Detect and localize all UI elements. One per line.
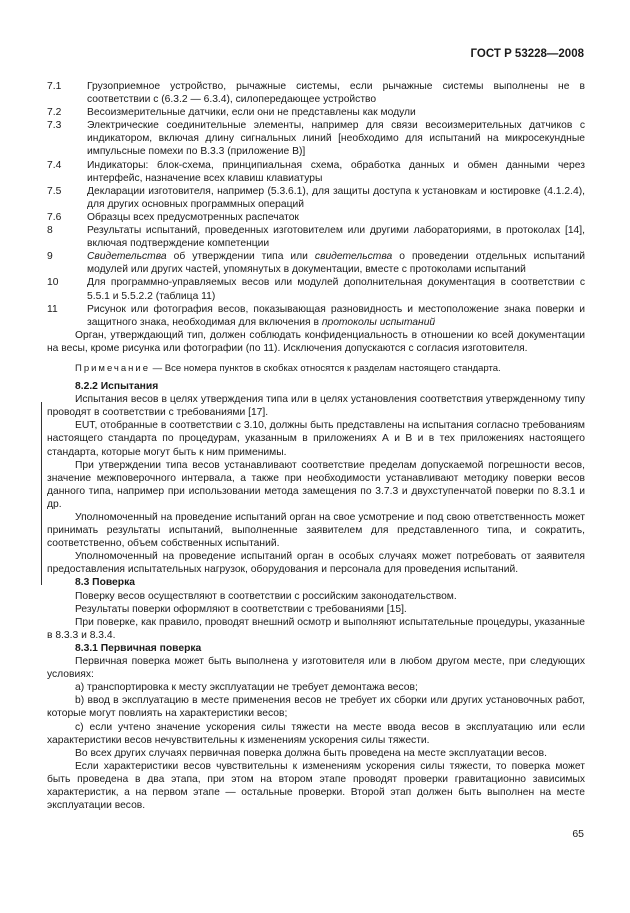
paragraph: а) транспортировка к месту эксплуатации не требует демонтажа весов; — [75, 682, 418, 694]
item-text: Образцы всех предусмотренных распечаток — [87, 211, 299, 223]
list-item — [47, 185, 585, 211]
paragraph: b) ввод в эксплуатацию в месте применения весов не требует их сборки или других установочных работ, которые могут повлиять на характеристики весов; — [47, 695, 585, 720]
list-item — [47, 119, 585, 158]
section-heading: 8.3.1 Первичная поверка — [75, 642, 202, 654]
text-run: о проведении отдельных испытаний модулей или других частей, упомянутых в документации, вместе с протоколами испытаний — [87, 251, 585, 276]
italic-term: протоколы испытаний — [321, 316, 436, 328]
list-item — [47, 250, 585, 276]
item-number: 9 — [47, 251, 53, 263]
paragraph: Орган, утверждающий тип, должен соблюдать конфиденциальность в отношении ко всей документации на весы, кроме рисунка или фотографии (по 11). Исключения допускаются с согласия изготовителя. — [47, 329, 585, 354]
item-text: Весоизмерительные датчики, если они не представлены как модули — [87, 107, 416, 119]
item-number: 10 — [47, 277, 59, 289]
item-number: 7.2 — [47, 107, 62, 119]
italic-term: свидетельства — [314, 251, 393, 263]
list-item — [47, 303, 585, 329]
item-number: 8 — [47, 225, 53, 237]
item-text — [87, 303, 585, 329]
paragraph: При утверждении типа весов устанавливают соответствие пределам допускаемой погрешности весов, значение межповерочного интервала, а также при необходимости устанавливают методику поверки весов данного типа, например при использовании метода замещения по 3.7.3 и двухступенчатой поверки по 8.3.1 и др. — [47, 459, 585, 510]
paragraph: Результаты поверки оформляют в соответствии с требованиями [15]. — [75, 603, 407, 615]
item-text: Электрические соединительные элементы, например для связи весоизмерительных датчиков с индикатором, включая длину сигнальных линий [необходимо для испытаний на микросекундные импульсные помехи по В.3.3 (приложение В)] — [87, 120, 585, 158]
item-text: Грузоприемное устройство, рычажные системы, если рычажные системы выполнены не в соответствии с (6.3.2 — 6.3.4), силопередающее устройство — [87, 81, 585, 106]
note-text: — Все номера пунктов в скобках относятся к разделам настоящего стандарта. — [150, 362, 501, 374]
item-text: Результаты испытаний, проведенных изготовителем или другими лабораториями, в протоколах [14], включая подтверждение компетенции — [87, 225, 585, 250]
paragraph: EUT, отобранные в соответствии с 3.10, должны быть представлены на испытания согласно требованиям настоящего стандарта по процедурам, указанным в приложениях А и В и в тех приложениях настоящего стандарта, которые могут быть к ним применимы. — [47, 420, 585, 458]
paragraph: Испытания весов в целях утверждения типа или в целях установления соответствия утвержденному типу проводят в соответствии с требованиями [17]. — [47, 394, 585, 419]
item-number: 7.6 — [47, 211, 62, 223]
section-heading: 8.2.2 Испытания — [75, 381, 159, 393]
list-item — [47, 211, 585, 224]
paragraph: Первичная поверка может быть выполнена у изготовителя или в любом другом месте, при следующих условиях: — [47, 656, 585, 681]
document-body — [47, 80, 585, 812]
paragraph: с) если учтено значение ускорения силы тяжести на месте ввода весов в эксплуатацию или если характеристики весов нечувствительны к изменениям ускорения силы тяжести. — [47, 721, 585, 746]
item-number: 11 — [47, 303, 58, 315]
page-number: 65 — [572, 828, 584, 840]
note — [47, 362, 585, 375]
change-bar — [41, 402, 42, 585]
item-text: Декларации изготовителя, например (5.3.6.1), для защиты доступа к установкам и юстировке (4.1.2.4), для других основных программных операций — [87, 185, 585, 210]
item-text: Индикаторы: блок-схема, принципиальная схема, обработка данных и обмен данными через интерфейс, назначение всех клавиш клавиатуры — [87, 159, 585, 184]
list-item — [47, 80, 585, 106]
item-number: 7.5 — [47, 185, 62, 197]
paragraph: Во всех других случаях первичная поверка должна быть проведена на месте эксплуатации весов. — [75, 747, 547, 759]
paragraph: Если характеристики весов чувствительны к изменениям ускорения силы тяжести, то поверка может быть проведена в два этапа, при этом на втором этапе проводят проверки гравитационно зависимых характеристик, а на первом этапе — остальные проверки. Второй этап должен быть выполнен на месте эксплуатации весов. — [47, 760, 585, 812]
item-number: 7.1 — [47, 81, 62, 92]
paragraph: При поверке, как правило, проводят внешний осмотр и выполняют испытательные процедуры, указанные в 8.3.3 и 8.3.4. — [47, 616, 585, 641]
text-run: Рисунок или фотография весов, показывающая разновидность и местоположение знака поверки и защитного знака, необходимая для включения в — [87, 303, 585, 328]
section-heading: 8.3 Поверка — [75, 577, 135, 589]
paragraph: Поверку весов осуществляют в соответствии с российским законодательством. — [75, 590, 457, 602]
item-number: 7.4 — [47, 159, 62, 171]
paragraph: Уполномоченный на проведение испытаний орган на свое усмотрение и под свою ответственность может принимать результаты испытаний, выполненные заявителем для представленного типа, и сократить, соответственно, объем собственных испытаний. — [47, 512, 585, 550]
item-text: Для программно-управляемых весов или модулей дополнительная документация в соответствии с 5.5.1 и 5.5.2.2 (таблица 11) — [87, 277, 585, 302]
list-item — [47, 224, 585, 250]
item-text — [87, 250, 585, 276]
list-item — [47, 159, 585, 185]
note-label: Примечание — [75, 362, 150, 374]
list-item — [47, 276, 585, 302]
list-item — [47, 106, 585, 119]
paragraph: Уполномоченный на проведение испытаний орган в особых случаях может потребовать от заявителя предоставления испытательных нагрузок, оборудования и персонала для проведения испытаний. — [47, 551, 585, 576]
standard-header: ГОСТ Р 53228—2008 — [470, 48, 584, 60]
item-number: 7.3 — [47, 120, 62, 132]
italic-term: Свидетельства — [87, 251, 167, 263]
text-run: об утверждении типа или — [166, 251, 315, 263]
